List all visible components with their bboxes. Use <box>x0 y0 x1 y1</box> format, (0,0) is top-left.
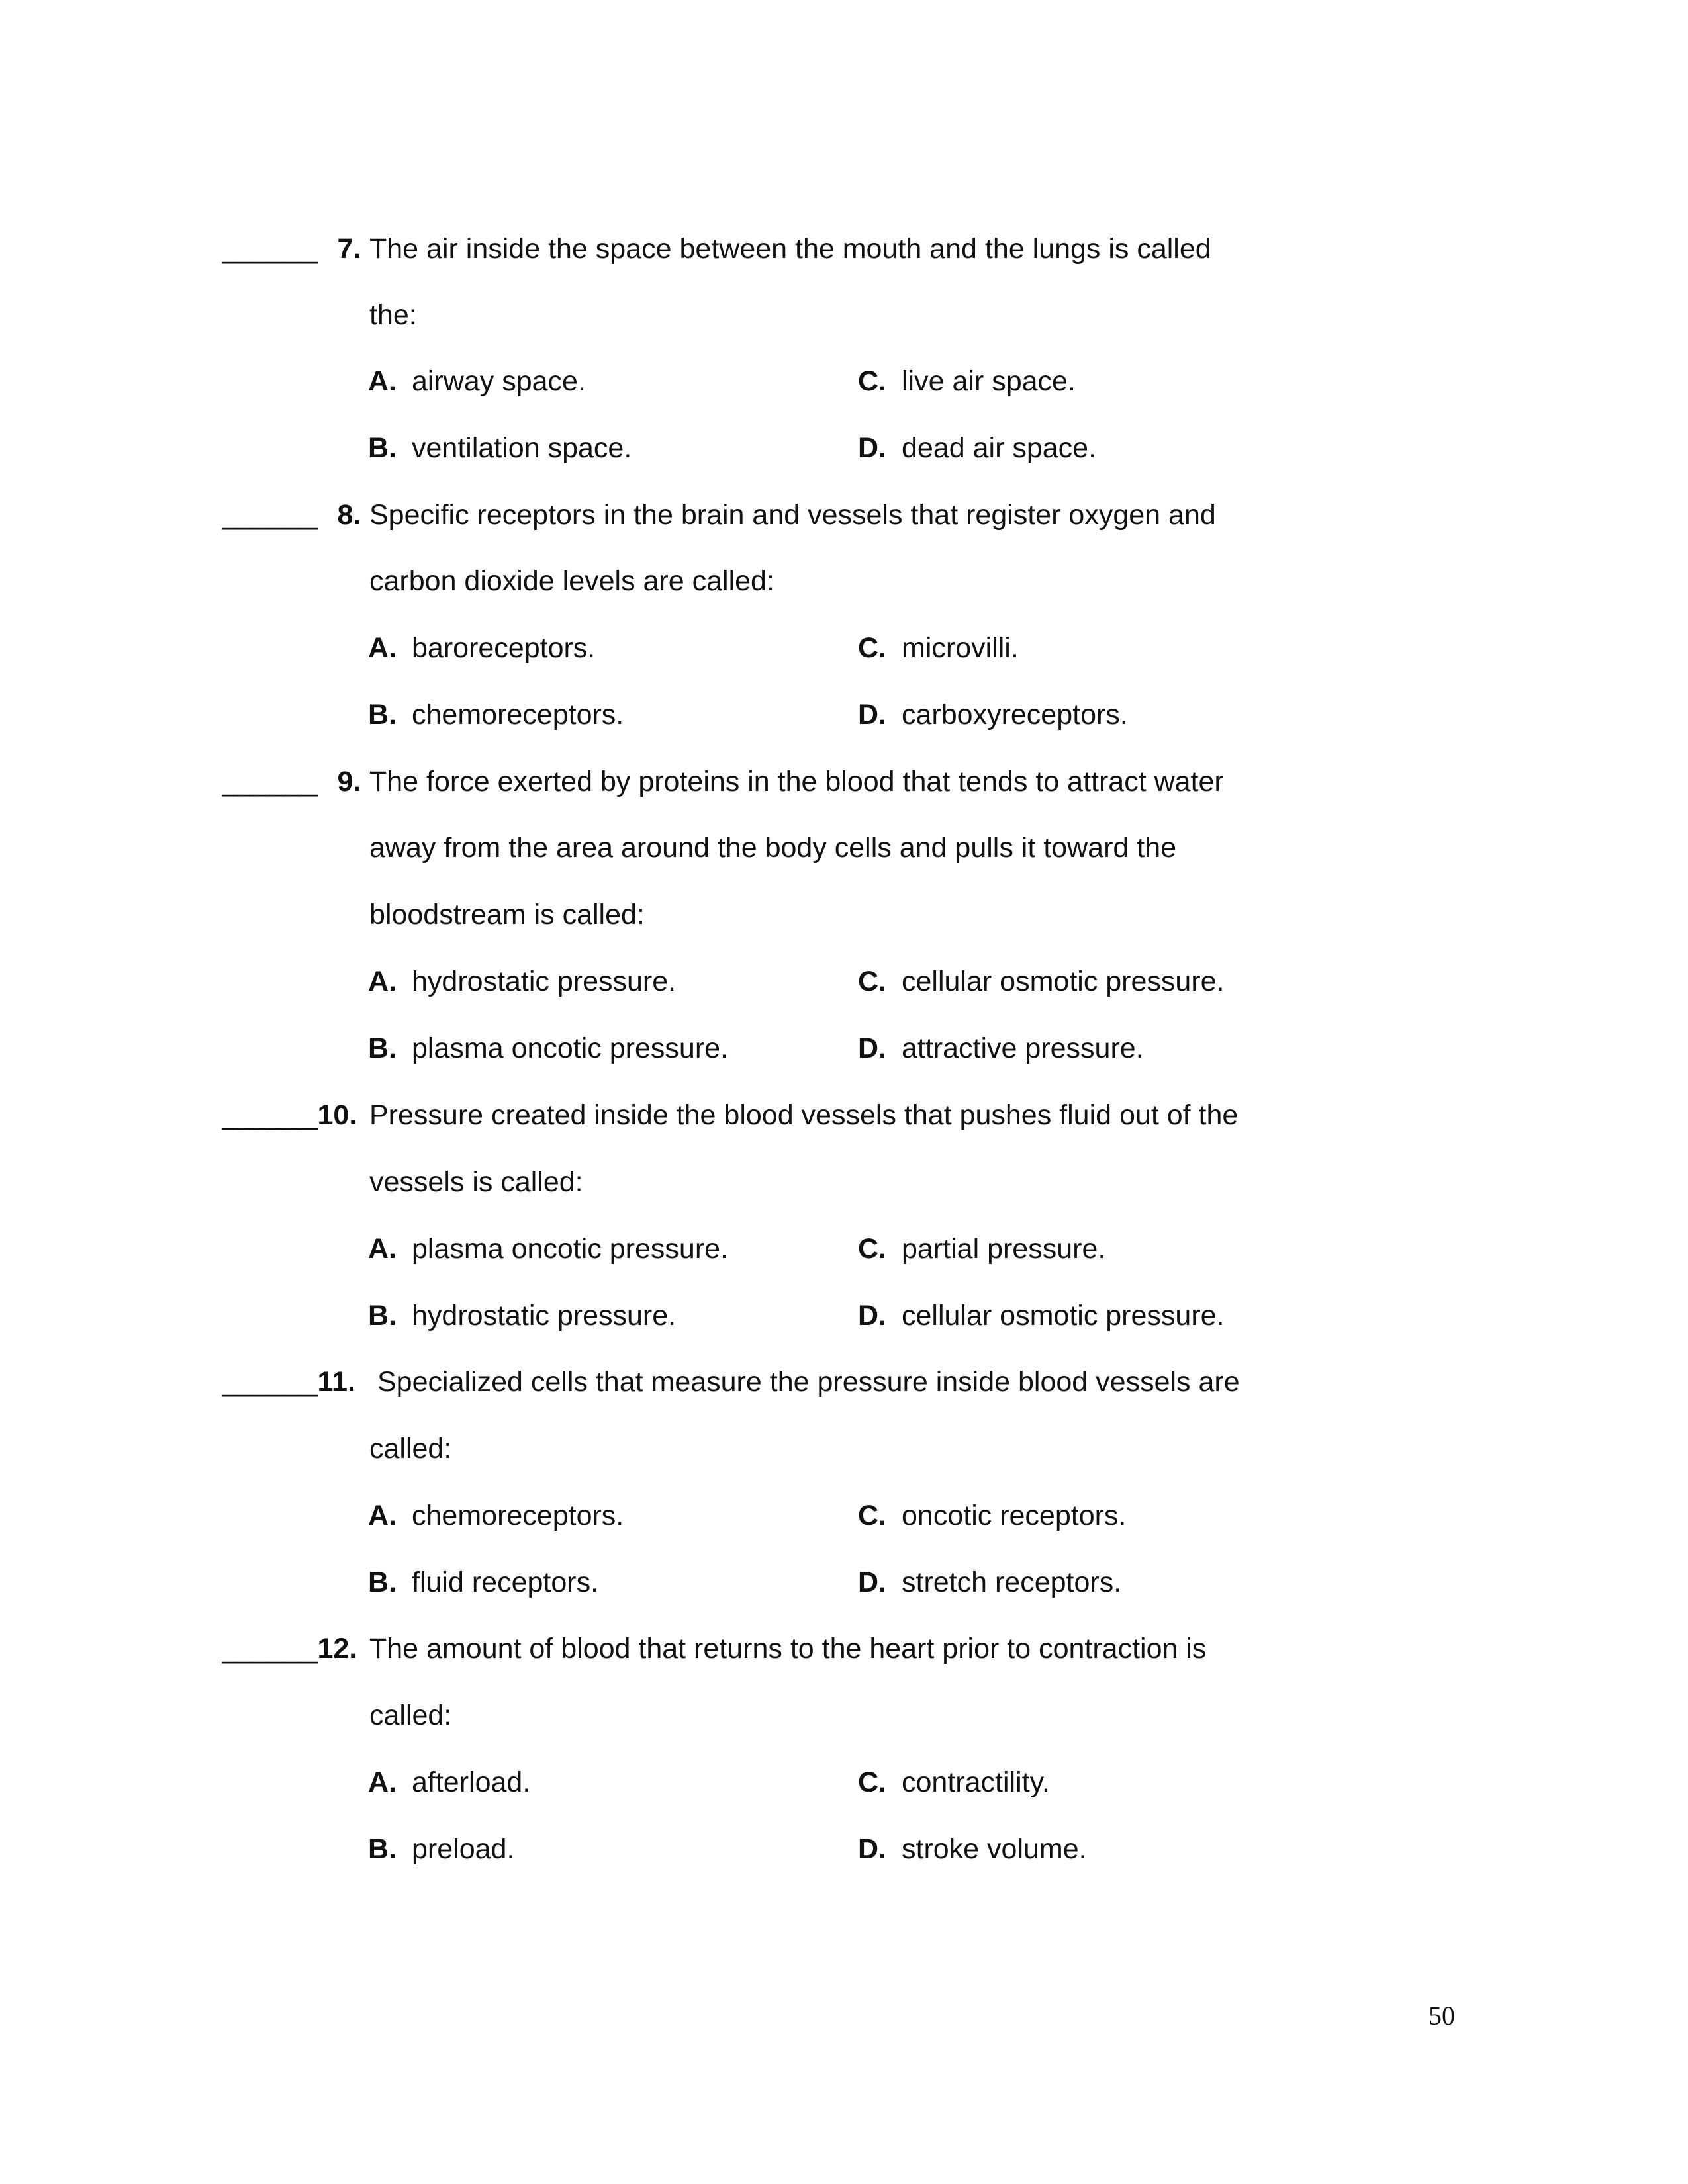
option-c <box>858 966 1225 998</box>
question-number: 7. <box>337 233 361 265</box>
question-stem-line: The force exerted by proteins in the blood that tends to attract water <box>369 766 1224 797</box>
option-letter: B. <box>368 432 397 464</box>
option-b <box>368 699 624 731</box>
question-stem-line: bloodstream is called: <box>369 899 645 931</box>
option-text: plasma oncotic pressure. <box>412 1032 728 1064</box>
blank-line: ______ <box>222 499 318 531</box>
answer-blank[interactable] <box>222 766 361 798</box>
option-letter: A. <box>368 1500 397 1531</box>
option-a <box>368 966 676 998</box>
question-stem-line: Pressure created inside the blood vessels that pushes fluid out of the <box>369 1099 1239 1131</box>
option-text: stroke volume. <box>902 1833 1087 1865</box>
option-letter: A. <box>368 966 397 997</box>
option-letter: C. <box>858 1233 886 1265</box>
option-c <box>858 1500 1126 1532</box>
answer-blank[interactable] <box>222 499 361 531</box>
option-c <box>858 632 1019 664</box>
blank-line: ______ <box>222 1099 318 1131</box>
answer-blank[interactable] <box>222 1099 357 1132</box>
option-text: cellular osmotic pressure. <box>902 1300 1225 1332</box>
option-text: chemoreceptors. <box>412 699 624 731</box>
option-letter: D. <box>858 432 886 464</box>
option-text: partial pressure. <box>902 1233 1106 1265</box>
question-number: 9. <box>337 766 361 797</box>
blank-line: ______ <box>222 1633 318 1664</box>
option-text: attractive pressure. <box>902 1032 1144 1064</box>
question-stem-line: the: <box>369 299 417 331</box>
option-text: oncotic receptors. <box>902 1500 1127 1531</box>
option-text: dead air space. <box>902 432 1097 464</box>
option-letter: D. <box>858 699 886 731</box>
option-text: afterload. <box>412 1766 531 1798</box>
option-text: preload. <box>412 1833 515 1865</box>
option-text: microvilli. <box>902 632 1019 664</box>
option-text: chemoreceptors. <box>412 1500 624 1531</box>
question-stem-line: carbon dioxide levels are called: <box>369 565 774 597</box>
question-stem-line: called: <box>369 1700 452 1731</box>
option-letter: C. <box>858 966 886 997</box>
answer-blank[interactable] <box>222 233 361 265</box>
option-letter: A. <box>368 1233 397 1265</box>
answer-blank[interactable] <box>222 1366 355 1398</box>
option-letter: A. <box>368 632 397 664</box>
question-number: 8. <box>337 499 361 531</box>
option-a <box>368 365 586 398</box>
option-text: baroreceptors. <box>412 632 596 664</box>
option-d <box>858 432 1096 465</box>
question-stem-line: vessels is called: <box>369 1166 583 1198</box>
option-a <box>368 1500 624 1532</box>
option-letter: C. <box>858 365 886 397</box>
question-stem-line: called: <box>369 1433 452 1465</box>
option-letter: B. <box>368 699 397 731</box>
option-c <box>858 1766 1050 1799</box>
option-text: contractility. <box>902 1766 1050 1798</box>
option-text: hydrostatic pressure. <box>412 966 677 997</box>
option-text: ventilation space. <box>412 432 632 464</box>
page-number: 50 <box>1429 2001 1455 2030</box>
option-letter: D. <box>858 1833 886 1865</box>
option-d <box>858 1833 1087 1866</box>
option-letter: C. <box>858 1500 886 1531</box>
option-letter: B. <box>368 1300 397 1332</box>
option-d <box>858 1567 1121 1599</box>
option-letter: C. <box>858 1766 886 1798</box>
option-b <box>368 1032 728 1065</box>
option-letter: B. <box>368 1567 397 1598</box>
option-text: cellular osmotic pressure. <box>902 966 1225 997</box>
question-number: 10. <box>317 1099 357 1131</box>
option-text: airway space. <box>412 365 586 397</box>
option-letter: A. <box>368 365 397 397</box>
option-letter: C. <box>858 632 886 664</box>
question-number: 12. <box>317 1633 357 1664</box>
option-letter: D. <box>858 1032 886 1064</box>
option-d <box>858 1300 1225 1332</box>
option-text: hydrostatic pressure. <box>412 1300 677 1332</box>
option-a <box>368 1233 728 1265</box>
question-stem-line: away from the area around the body cells and pulls it toward the <box>369 832 1177 864</box>
option-letter: B. <box>368 1833 397 1865</box>
option-b <box>368 1833 514 1866</box>
option-c <box>858 365 1076 398</box>
blank-line: ______ <box>222 766 318 797</box>
option-b <box>368 1567 598 1599</box>
option-d <box>858 1032 1144 1065</box>
option-b <box>368 1300 676 1332</box>
question-number: 11. <box>317 1366 355 1398</box>
option-letter: A. <box>368 1766 397 1798</box>
option-text: live air space. <box>902 365 1076 397</box>
option-text: plasma oncotic pressure. <box>412 1233 728 1265</box>
option-d <box>858 699 1128 731</box>
blank-line: ______ <box>222 233 318 265</box>
option-letter: D. <box>858 1300 886 1332</box>
option-text: fluid receptors. <box>412 1567 599 1598</box>
option-c <box>858 1233 1105 1265</box>
option-text: carboxyreceptors. <box>902 699 1128 731</box>
question-stem-line: Specific receptors in the brain and vessels that register oxygen and <box>369 499 1216 531</box>
option-a <box>368 632 595 664</box>
option-letter: D. <box>858 1567 886 1598</box>
answer-blank[interactable] <box>222 1633 357 1665</box>
option-text: stretch receptors. <box>902 1567 1122 1598</box>
question-stem-line: The air inside the space between the mouth and the lungs is called <box>369 233 1211 265</box>
option-letter: B. <box>368 1032 397 1064</box>
question-stem-line: Specialized cells that measure the pressure inside blood vessels are <box>377 1366 1240 1398</box>
blank-line: ______ <box>222 1366 318 1398</box>
question-stem-line: The amount of blood that returns to the heart prior to contraction is <box>369 1633 1207 1664</box>
option-b <box>368 432 632 465</box>
option-a <box>368 1766 530 1799</box>
